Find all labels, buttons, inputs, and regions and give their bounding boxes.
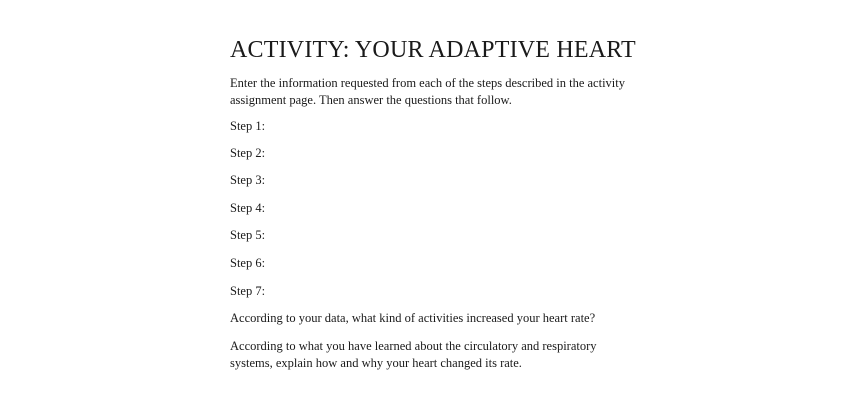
step-1-label: Step 1: (230, 119, 266, 133)
step-7-label: Step 7: (230, 284, 266, 298)
step-3-label: Step 3: (230, 173, 266, 187)
page-title: ACTIVITY: YOUR ADAPTIVE HEART (230, 37, 636, 63)
question-1: According to your data, what kind of activities increased your heart rate? (230, 311, 596, 325)
step-6-label: Step 6: (230, 256, 266, 270)
step-5-label: Step 5: (230, 228, 266, 242)
step-4-label: Step 4: (230, 201, 266, 215)
question-2: According to what you have learned about the circulatory and respiratory systems, explain how and why your heart changed its rate. (230, 339, 597, 370)
intro-paragraph: Enter the information requested from each of the steps described in the activity assignment page. Then answer the questions that follow. (230, 76, 626, 107)
step-2-label: Step 2: (230, 146, 266, 160)
